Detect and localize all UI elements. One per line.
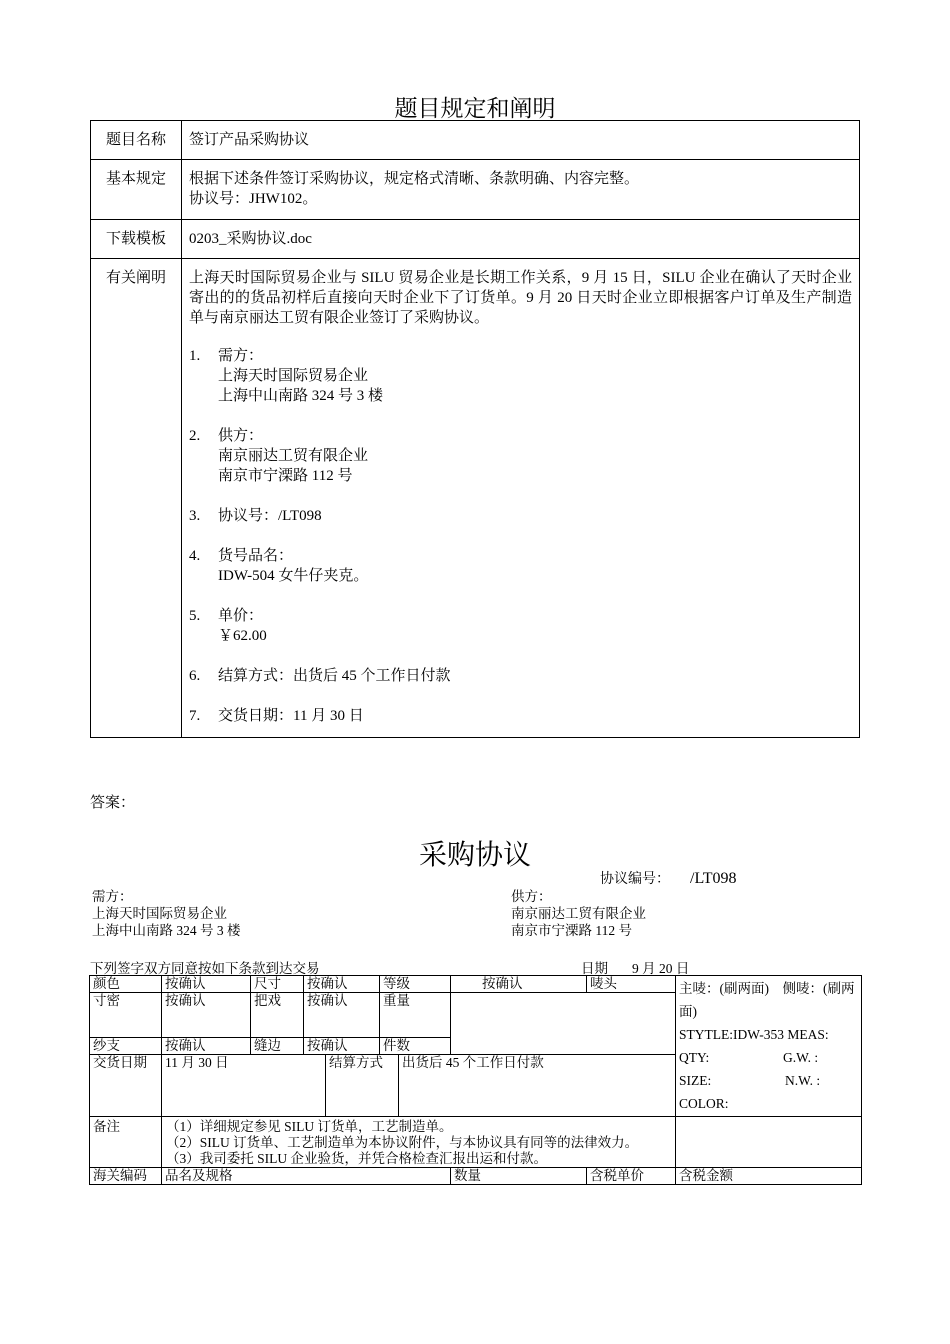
contract-table [89, 975, 862, 1185]
template-value: 0203_采购协议.doc [182, 220, 860, 259]
date-line [581, 957, 689, 977]
delivery-value: 11 月 30 日 [162, 1055, 326, 1117]
handle-value: 按确认 [304, 993, 380, 1038]
list-item-title: 结算方式：出货后 45 个工作日付款 [218, 668, 451, 684]
list-item-line1: 上海天时国际贸易企业 [218, 368, 369, 384]
list-item-number: 5. [189, 608, 201, 624]
list-item [189, 706, 852, 726]
density-value: 按确认 [162, 993, 251, 1038]
seller-label: 供方： [511, 889, 552, 904]
list-item [189, 666, 852, 686]
col-customs: 海关编码 [90, 1168, 162, 1185]
list-item-number: 1. [189, 348, 201, 364]
remarks [162, 1117, 676, 1168]
size-label: 尺寸 [251, 976, 304, 993]
table-row [91, 259, 860, 738]
remark-3: （3）我司委托 SILU 企业验货，并凭合格检查汇报出运和付款。 [166, 1151, 547, 1166]
table-row [91, 220, 860, 259]
basic-line-2: 协议号：JHW102。 [189, 191, 318, 207]
buyer-block [92, 888, 241, 939]
list-item-title: 协议号：/LT098 [218, 508, 322, 524]
settlement-value: 出货后 45 个工作日付款 [399, 1055, 676, 1117]
grade-value-text: 按确认 [482, 976, 523, 991]
remarks-blank [676, 1117, 862, 1168]
list-item-line2: 南京市宁溧路 112 号 [218, 468, 353, 484]
list-item [189, 346, 852, 406]
yarn-value: 按确认 [162, 1038, 251, 1055]
weight-label: 重量 [380, 993, 451, 1038]
list-item-line1: IDW-504 女牛仔夹克。 [218, 568, 369, 584]
date-value: 9 月 20 日 [632, 961, 690, 976]
requirement-table [90, 120, 860, 738]
list-item [189, 506, 852, 526]
main-mark: 主唛：(刷两面) 侧唛：(刷两面) [679, 981, 855, 1019]
list-item-title: 单价： [218, 608, 264, 624]
seller-name: 南京丽达工贸有限企业 [511, 906, 646, 921]
seller-address: 南京市宁溧路 112 号 [511, 923, 632, 938]
list-item-title: 交货日期：11 月 30 日 [218, 708, 364, 724]
nw-label: N.W. : [785, 1073, 821, 1088]
list-item-line2: 上海中山南路 324 号 3 楼 [218, 388, 384, 404]
grade-value [451, 976, 587, 993]
density-label: 寸密 [90, 993, 162, 1038]
qty-gw-line [679, 1046, 858, 1069]
color-label: 颜色 [90, 976, 162, 993]
basic-line-1: 根据下述条件签订采购协议，规定格式清晰、条款明确、内容完整。 [189, 171, 640, 187]
list-item-title: 货号品名： [218, 548, 294, 564]
contract-number-label: 协议编号： [600, 872, 670, 887]
buyer-label: 需方： [92, 889, 133, 904]
topic-value: 签订产品采购协议 [182, 121, 860, 160]
date-label: 日期 [581, 961, 608, 976]
list-item [189, 546, 852, 586]
list-item-line1: ￥62.00 [218, 628, 267, 644]
list-item [189, 426, 852, 486]
col-qty: 数量 [451, 1168, 587, 1185]
remark-1: （1）详细规定参见 SILU 订货单，工艺制造单。 [166, 1119, 453, 1134]
gw-label: G.W. : [783, 1050, 819, 1065]
buyer-address: 上海中山南路 324 号 3 楼 [92, 923, 241, 938]
desc-list [189, 346, 852, 726]
color-value: 按确认 [162, 976, 251, 993]
template-label: 下载模板 [91, 220, 182, 259]
pieces-label: 件数 [380, 1038, 451, 1055]
agreement-line: 下列签字双方同意按如下条款到达交易 [90, 961, 320, 976]
size-nw-line [679, 1069, 858, 1092]
table-row [90, 976, 862, 993]
handle-label: 把戏 [251, 993, 304, 1038]
topic-label: 题目名称 [91, 121, 182, 160]
desc-paragraph: 上海天时国际贸易企业与 SILU 贸易企业是长期工作关系，9 月 15 日，SILU 企业在确认了天时企业寄出的的货品初样后直接向天时企业下了订货单。9 月 20 日天时企业立即根据客户订单及生产制造单与南京丽达工贸有限企业签订了采购协议。 [189, 270, 852, 326]
weight-pieces-blank [451, 993, 676, 1055]
yarn-label: 纱支 [90, 1038, 162, 1055]
list-item-number: 3. [189, 508, 201, 524]
requirement-title: 题目规定和阐明 [394, 96, 556, 122]
table-row [90, 1168, 862, 1185]
remark-2: （2）SILU 订货单、工艺制造单为本协议附件，与本协议具有同等的法律效力。 [166, 1135, 639, 1150]
color-mark-label: COLOR: [679, 1096, 729, 1111]
basic-label: 基本规定 [91, 160, 182, 220]
table-row [90, 1117, 862, 1168]
col-name: 品名及规格 [162, 1168, 451, 1185]
contract-title: 采购协议 [418, 838, 531, 871]
list-item-number: 2. [189, 428, 201, 444]
basic-value [182, 160, 860, 220]
shipping-mark [676, 976, 862, 1117]
size-mark-label: SIZE: [679, 1073, 712, 1088]
list-item-number: 7. [189, 708, 201, 724]
seller-block [511, 888, 646, 939]
style-line: STYTLE:IDW-353 MEAS: [679, 1027, 829, 1042]
desc-label: 有关阐明 [91, 259, 182, 738]
list-item-number: 4. [189, 548, 201, 564]
answer-label: 答案： [90, 795, 136, 811]
seam-value: 按确认 [304, 1038, 380, 1055]
desc-value [182, 259, 860, 738]
list-item-title: 供方： [218, 428, 264, 444]
contract-number-value: /LT098 [690, 870, 737, 887]
list-item-number: 6. [189, 668, 201, 684]
mark-label: 唛头 [587, 976, 676, 993]
grade-label: 等级 [380, 976, 451, 993]
list-item-line1: 南京丽达工贸有限企业 [218, 448, 369, 464]
delivery-label: 交货日期 [90, 1055, 162, 1117]
seam-label: 缝边 [251, 1038, 304, 1055]
table-row [91, 121, 860, 160]
list-item-title: 需方： [218, 348, 264, 364]
col-price: 含税单价 [587, 1168, 676, 1185]
contract-number [600, 868, 737, 888]
qty-label: QTY: [679, 1050, 710, 1065]
table-row [91, 160, 860, 220]
buyer-name: 上海天时国际贸易企业 [92, 906, 227, 921]
col-amount: 含税金额 [676, 1168, 862, 1185]
remarks-label: 备注 [90, 1117, 162, 1168]
size-value: 按确认 [304, 976, 380, 993]
settlement-label: 结算方式 [326, 1055, 399, 1117]
list-item [189, 606, 852, 646]
